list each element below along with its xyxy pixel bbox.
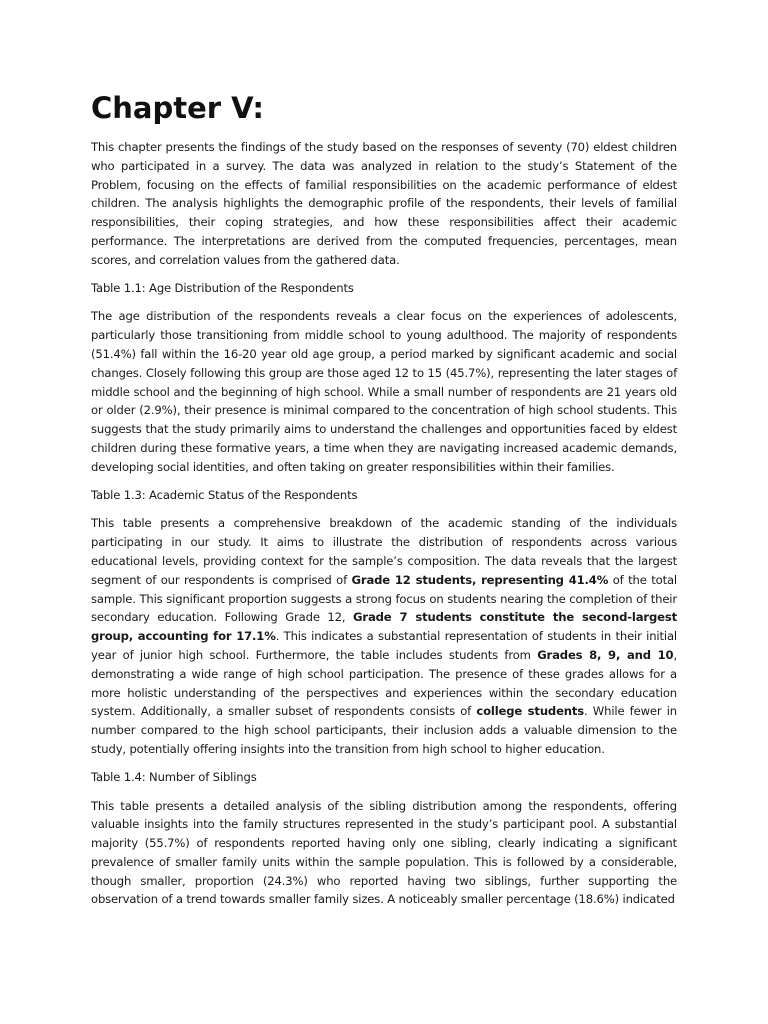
table-1-1-paragraph: The age distribution of the respondents reveals a clear focus on the experiences of adolescents, particularly those transitioning from middle school to young adulthood. The majority of respondents (51.4%) fall within the 16-20 year old age group, a period marked by significant academic and social changes. Closely following this group are those aged 12 to 15 (45.7%), representing the later stages of middle school and the beginning of high school. While a small number of respondents are 21 years old or older (2.9%), their presence is minimal compared to the concentration of high school students. This suggests that the study primarily aims to understand the challenges and opportunities faced by eldest children during these formative years, a time when they are navigating increased academic demands, developing social identities, and often taking on greater responsibilities within their families.: [91, 309, 677, 474]
table-1-3-text-4: , demonstrating a wide range of high school participation. The presence of these grades allows for a more holistic understanding of the perspectives and experiences within the secondary education system. Additionally, a smaller subset of respondents consists of: [91, 647, 677, 719]
table-1-4-paragraph: This table presents a detailed analysis of the sibling distribution among the respondents, offering valuable insights into the family structures represented in the study’s participant pool. A substantial majority (55.7%) of respondents reported having only one sibling, clearly indicating a significant prevalence of smaller family units within the sample population. This is followed by a considerable, though smaller, proportion (24.3%) who reported having two siblings, further supporting the observation of a trend towards smaller family sizes. A noticeably smaller percentage (18.6%) indicated: [91, 798, 677, 907]
chapter-title: Chapter V:: [91, 91, 264, 125]
table-1-3-text-2: of the total sample. This significant proportion suggests a strong focus on students nearing the completion of their secondary education. Following Grade 12,: [91, 572, 677, 625]
table-1-3-paragraph: [91, 514, 677, 758]
grade-12-highlight: Grade 12 students, representing 41.4%: [351, 572, 609, 587]
table-1-1-caption: Table 1.1: Age Distribution of the Respondents: [91, 280, 354, 295]
table-1-4-caption: Table 1.4: Number of Siblings: [91, 769, 257, 784]
table-1-3-text-5: . While fewer in number compared to the high school participants, their inclusion adds a valuable dimension to the study, potentially offering insights into the transition from high school to higher education.: [91, 704, 677, 756]
college-students-highlight: college students: [476, 704, 585, 719]
table-1-3-caption: Table 1.3: Academic Status of the Respondents: [91, 487, 358, 502]
table-1-3-text-3: . This indicates a substantial representation of students in their initial year of junior high school. Furthermore, the table includes students from: [91, 629, 677, 662]
table-1-3-text-1: This table presents a comprehensive breakdown of the academic standing of the individuals participating in our study. It aims to illustrate the distribution of respondents across various educational levels, providing context for the sample’s composition. The data reveals that the largest segment of our respondents is comprised of: [91, 516, 677, 587]
grades-8-9-10-highlight: Grades 8, 9, and 10: [537, 647, 674, 662]
grade-7-highlight: Grade 7 students constitute the second-largest group, accounting for 17.1%: [91, 610, 677, 644]
intro-paragraph: This chapter presents the findings of the study based on the responses of seventy (70) eldest children who participated in a survey. The data was analyzed in relation to the study’s Statement of the Problem, focusing on the effects of familial responsibilities on the academic performance of eldest children. The analysis highlights the demographic profile of the respondents, their levels of familial responsibilities, their coping strategies, and how these responsibilities affect their academic performance. The interpretations are derived from the computed frequencies, percentages, mean scores, and correlation values from the gathered data.: [91, 140, 677, 267]
